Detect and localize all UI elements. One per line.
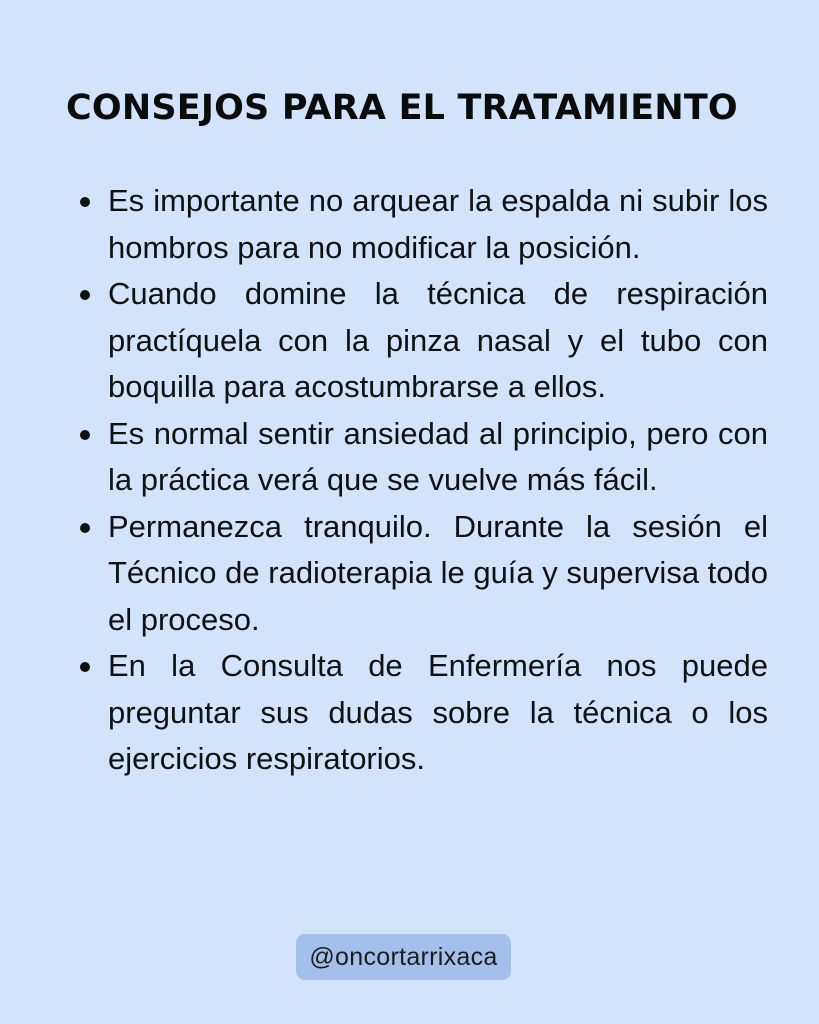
tip-text: Permanezca tranquilo. Durante la sesión el Técnico de radioterapia le guía y supervisa todo el proceso. (108, 508, 769, 637)
tip-item (108, 411, 768, 504)
social-handle: @oncortarrixaca (309, 942, 498, 971)
bullet-icon (80, 523, 90, 533)
social-handle-badge (296, 934, 511, 980)
tip-text: En la Consulta de Enfermería nos puede preguntar sus dudas sobre la técnica o los ejercicios respiratorios. (108, 648, 768, 776)
bullet-icon (80, 290, 90, 300)
bullet-icon (80, 662, 90, 672)
tips-list (108, 178, 768, 783)
bullet-icon (80, 430, 90, 440)
tip-text: Es normal sentir ansiedad al principio, pero con la práctica verá que se vuelve más fácil. (108, 415, 768, 497)
tip-item (108, 178, 768, 271)
tip-text: Es importante no arquear la espalda ni subir los hombros para no modificar la posición. (108, 183, 768, 265)
tip-item (108, 504, 768, 644)
bullet-icon (80, 197, 90, 207)
tip-item (108, 271, 768, 411)
page-title: CONSEJOS PARA EL TRATAMIENTO (66, 88, 738, 128)
tip-text: Cuando domine la técnica de respiración practíquela con la pinza nasal y el tubo con boquilla para acostumbrarse a ellos. (108, 276, 768, 404)
tip-item (108, 643, 768, 783)
